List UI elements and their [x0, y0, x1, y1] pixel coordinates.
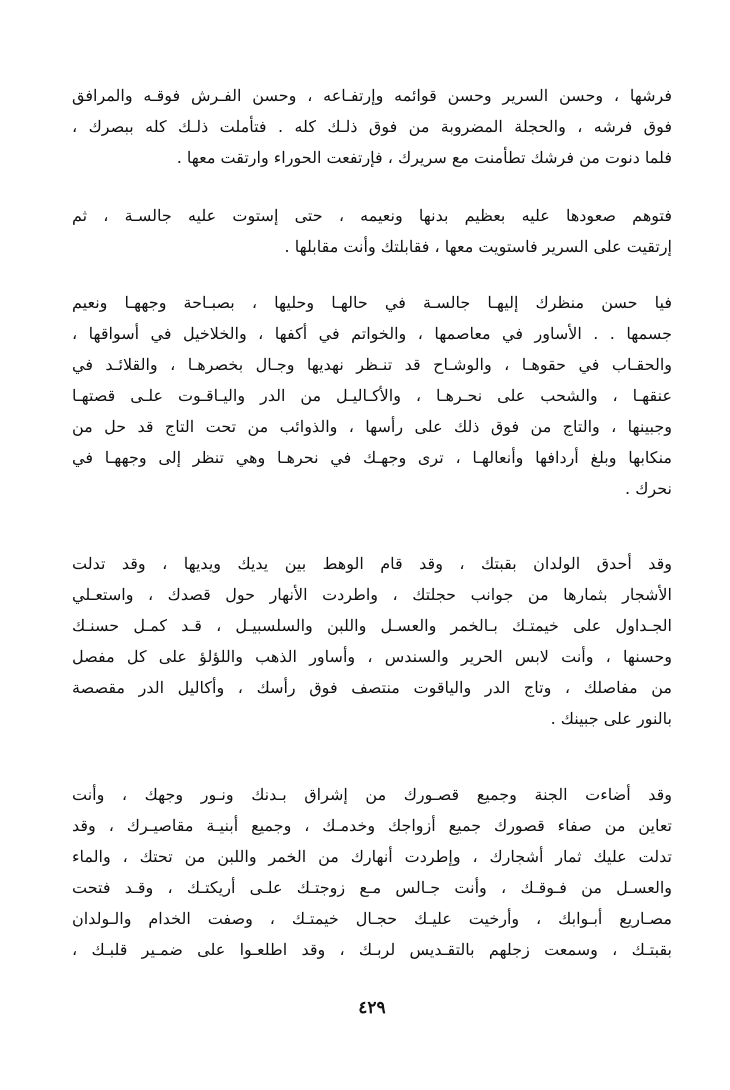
text-line: فيا حسن منظرك إليهـا جالسـة في حالهـا وحليها ، بصبـاحة وجههـا ونعيم	[72, 293, 672, 312]
text-line: بالنور على جبينك .	[550, 709, 672, 728]
text-line: وقد أحدق الولدان بقبتك ، وقد قام الوهط بين يديك ويديها ، وقد تدلت	[72, 554, 672, 573]
text-line: فرشها ، وحسن السرير وحسن قوائمه وإرتفـاعه ، وحسن الفـرش فوقـه والمرافق	[72, 86, 672, 105]
text-line: وحسنها ، وأنت لابس الحرير والسندس ، وأساور الذهب واللؤلؤ على كل مفصل	[72, 647, 672, 666]
text-line: فلما دنوت من فرشك تطأمنت مع سريرك ، فإرتفعت الحوراء وارتقت معها .	[176, 148, 672, 167]
text-line: الأشجار بثمارها من جوانب حجلتك ، واطردت الأنهار حول قصدك ، واستعـلي	[72, 585, 672, 604]
text-line: منكابها وبلغ أردافها وأنعالهـا ، ترى وجهـك في نحرهـا وهي تنظر إلى وجههـا في	[72, 448, 672, 467]
text-line: عنقهـا ، والشحب على نحـرهـا ، والأكـاليـل من الدر واليـاقـوت علـى قصتهـا	[72, 386, 672, 405]
text-line: الجـداول على خيمتـك بـالخمر والعسـل واللبن والسلسبيـل ، قـد كمـل حسنـك	[72, 616, 672, 635]
text-line: نحرك .	[625, 479, 672, 498]
text-line: بقبتـك ، وسمعت زجلهم بالتقـديس لربـك ، وقد اطلعـوا على ضمـير قلبـك ،	[72, 940, 672, 959]
paragraph-3	[72, 287, 672, 504]
text-line: والعسـل من فـوقـك ، وأنت جـالس مـع زوجتـك علـى أريكتـك ، وقـد فتحت	[72, 878, 672, 897]
text-line: تدلت عليك ثمار أشجارك ، وإطردت أنهارك من الخمر واللبن من تحتك ، والماء	[72, 847, 672, 866]
paragraph-2	[72, 200, 672, 262]
text-line: والحقـاب في حقوهـا ، والوشـاح قد تنـظر نهديها وجـال بخصرهـا ، والقلائـد في	[72, 355, 672, 374]
paragraph-4	[72, 548, 672, 734]
text-line: وقد أضاءت الجنة وجميع قصـورك من إشراق بـدنك ونـور وجهك ، وأنت	[72, 785, 672, 804]
text-line: من مفاصلك ، وتاج الدر والياقوت منتصف فوق رأسك ، وأكاليل الدر مقصصة	[72, 678, 672, 697]
text-line: إرتقيت على السرير فاستويت معها ، فقابلتك وأنت مقابلها .	[284, 237, 672, 256]
book-page	[72, 72, 672, 1032]
text-line: جسمها . . الأساور في معاصمها ، والخواتم في أكفها ، والخلاخيل في أسواقها ،	[72, 324, 672, 343]
text-line: تعاين من صفاء قصورك جميع أزواجك وخدمـك ، وجميع أبنيـة مقاصيـرك ، وقد	[72, 816, 672, 835]
paragraph-5	[72, 779, 672, 965]
text-line: مصـاريع أبـوابك ، وأرخيت عليـك حجـال خيمتـك ، وصفت الخدام والـولدان	[72, 909, 672, 928]
text-line: فتوهم صعودها عليه بعظيم بدنها ونعيمه ، حتى إستوت عليه جالسـة ، ثم	[72, 206, 672, 225]
paragraph-1	[72, 80, 672, 173]
page-number: ٤٢٩	[358, 998, 386, 1018]
text-line: وجبينها ، والتاج من فوق ذلك على رأسها ، والذوائب من تحت التاج قد حل من	[72, 417, 672, 436]
text-line: فوق فرشه ، والحجلة المضروبة من فوق ذلـك كله . فتأملت ذلـك كله ببصرك ،	[72, 117, 672, 136]
